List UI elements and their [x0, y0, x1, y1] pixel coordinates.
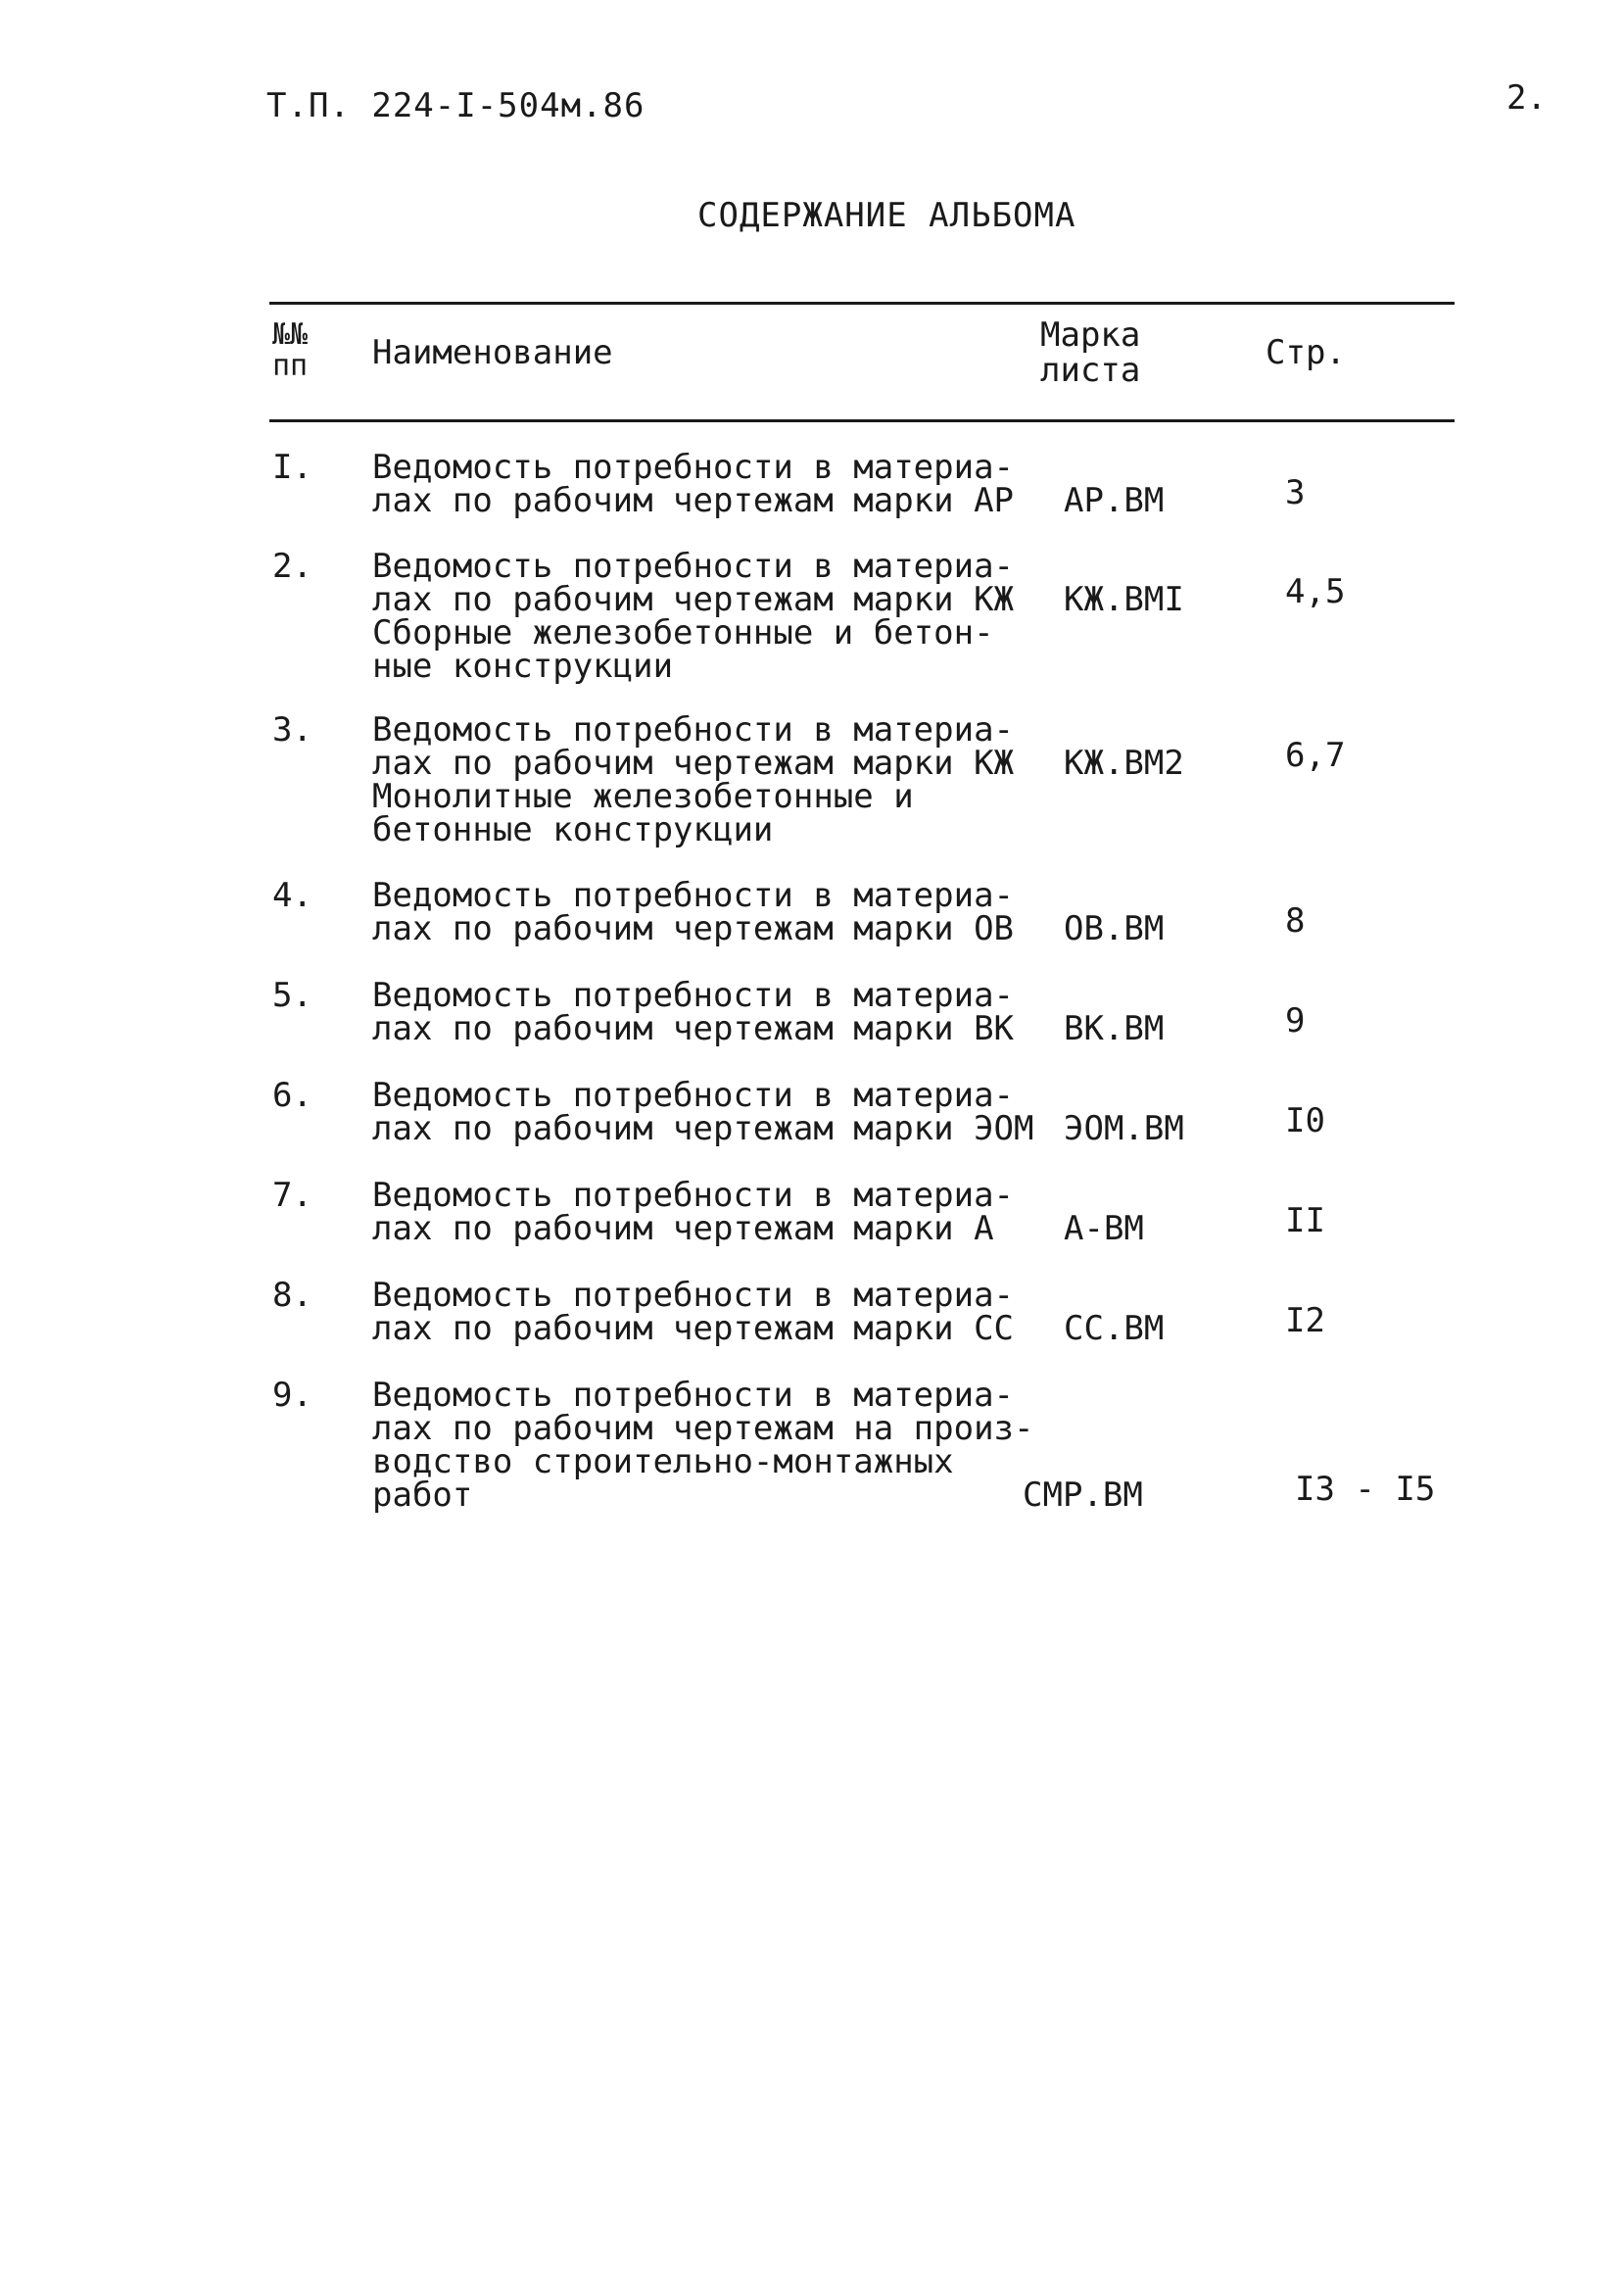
row-name-line: лах по рабочим чертежам марки ОВ	[372, 909, 1015, 948]
row-name-line: Ведомость потребности в материа-	[372, 448, 1015, 487]
row-name-line: работ	[372, 1476, 473, 1515]
row-page: I3 - I5	[1295, 1470, 1436, 1509]
row-name-line: бетонные конструкции	[372, 810, 774, 849]
row-mark: А-ВМ	[1064, 1209, 1144, 1248]
header-mark-line1: Марка	[1040, 315, 1141, 355]
row-name-line: Ведомость потребности в материа-	[372, 710, 1015, 750]
header-number	[272, 319, 308, 382]
row-number: 9.	[272, 1376, 312, 1415]
row-mark: СМР.ВМ	[1023, 1476, 1143, 1515]
row-page: II	[1285, 1201, 1325, 1240]
table-rule-top	[269, 302, 1455, 305]
header-mark	[1040, 317, 1140, 388]
row-number: 8.	[272, 1276, 312, 1315]
row-number: 3.	[272, 710, 312, 750]
row-name-line: лах по рабочим чертежам марки СС	[372, 1309, 1015, 1348]
header-mark-line2: листа	[1040, 351, 1141, 390]
row-mark: ОВ.ВМ	[1064, 909, 1165, 948]
row-name	[372, 710, 1058, 849]
row-name-line: Монолитные железобетонные и	[372, 777, 914, 816]
document-code: Т.П. 224-I-504м.86	[266, 86, 645, 125]
row-name	[372, 547, 1058, 686]
row-name	[372, 1276, 1058, 1348]
page-number: 2.	[1506, 78, 1547, 118]
header-name: Наименование	[372, 333, 613, 372]
row-name-line: Ведомость потребности в материа-	[372, 1176, 1015, 1215]
row-mark: СС.ВМ	[1064, 1309, 1165, 1348]
row-name	[372, 448, 1058, 520]
row-name-line: лах по рабочим чертежам марки ЭОМ	[372, 1109, 1034, 1148]
row-page: 4,5	[1285, 572, 1346, 611]
row-name-line: лах по рабочим чертежам марки А	[372, 1209, 994, 1248]
row-number: 6.	[272, 1076, 312, 1115]
row-name	[372, 1076, 1058, 1148]
row-page: I0	[1285, 1101, 1325, 1140]
row-number: 2.	[272, 547, 312, 586]
row-page: 3	[1285, 473, 1306, 512]
row-name-line: лах по рабочим чертежам марки АР	[372, 481, 1015, 520]
header-page: Стр.	[1266, 333, 1346, 372]
row-mark: ЭОМ.ВМ	[1064, 1109, 1184, 1148]
row-name-line: Ведомость потребности в материа-	[372, 876, 1015, 915]
row-page: 8	[1285, 901, 1306, 941]
row-mark: АР.ВМ	[1064, 481, 1165, 520]
row-number: 5.	[272, 976, 312, 1015]
row-name-line: Ведомость потребности в материа-	[372, 1376, 1015, 1415]
row-number: 4.	[272, 876, 312, 915]
row-name-line: лах по рабочим чертежам на произ-	[372, 1409, 1034, 1448]
row-mark: КЖ.ВМI	[1064, 580, 1184, 619]
row-name	[372, 1376, 1058, 1515]
row-name-line: лах по рабочим чертежам марки КЖ	[372, 744, 1015, 783]
row-name-line: лах по рабочим чертежам марки ВК	[372, 1009, 1015, 1048]
row-number: I.	[272, 448, 312, 487]
row-name-line: Ведомость потребности в материа-	[372, 976, 1015, 1015]
row-name	[372, 876, 1058, 948]
row-page: 9	[1285, 1001, 1306, 1041]
row-name	[372, 1176, 1058, 1248]
row-mark: КЖ.ВМ2	[1064, 744, 1184, 783]
row-name-line: ные конструкции	[372, 647, 674, 686]
row-page: I2	[1285, 1301, 1325, 1340]
album-title: СОДЕРЖАНИЕ АЛЬБОМА	[697, 196, 1076, 235]
row-page: 6,7	[1285, 736, 1346, 775]
row-name-line: Ведомость потребности в материа-	[372, 1276, 1015, 1315]
row-name-line: Ведомость потребности в материа-	[372, 547, 1015, 586]
row-name-line: Сборные железобетонные и бетон-	[372, 613, 994, 653]
table-rule-bottom	[269, 419, 1455, 422]
row-name	[372, 976, 1058, 1048]
row-number: 7.	[272, 1176, 312, 1215]
header-number-line2: пп	[272, 349, 309, 383]
header-number-line1: №№	[272, 317, 309, 352]
row-name-line: водство строительно-монтажных	[372, 1442, 954, 1481]
row-name-line: лах по рабочим чертежам марки КЖ	[372, 580, 1015, 619]
row-mark: ВК.ВМ	[1064, 1009, 1165, 1048]
row-name-line: Ведомость потребности в материа-	[372, 1076, 1015, 1115]
